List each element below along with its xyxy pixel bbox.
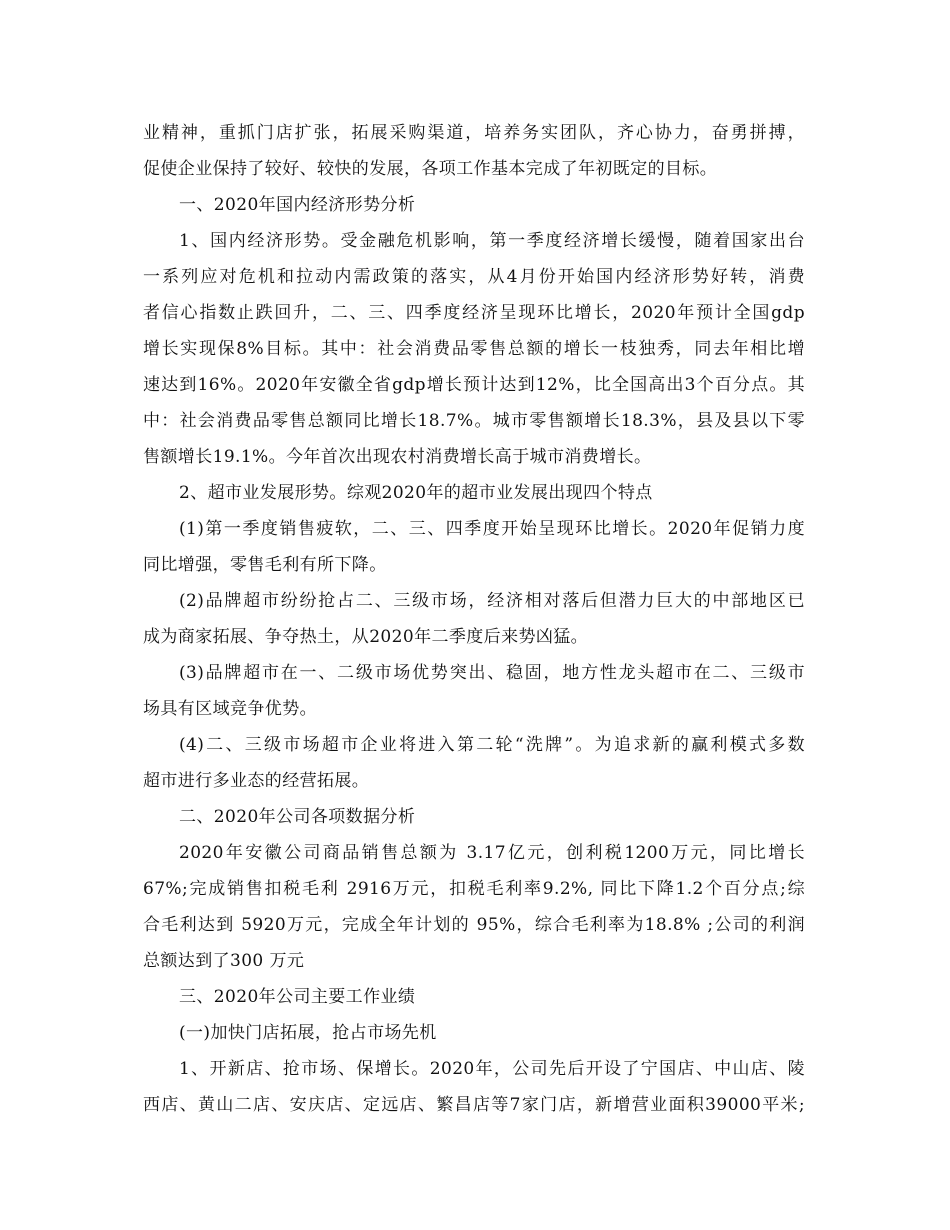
paragraph-line: 1、国内经济形势。受金融危机影响，第一季度经济增长缓慢，随着国家出台	[179, 231, 805, 251]
list-item-line: (4)二、三级市场超市企业将进入第二轮“洗牌”。为追求新的赢利模式多数	[179, 735, 805, 755]
paragraph-line: 一系列应对危机和拉动内需政策的落实，从4月份开始国内经济形势好转，消费	[143, 267, 805, 287]
paragraph-line: 增长实现保8%目标。其中：社会消费品零售总额的增长一枝独秀，同去年相比增	[143, 339, 805, 359]
document-page	[143, 115, 805, 1123]
paragraph-line: 2020年安徽公司商品销售总额为 3.17亿元，创利税1200万元，同比增长	[179, 843, 805, 863]
list-item-line: 同比增强，零售毛利有所下降。	[143, 555, 387, 575]
paragraph-line: 者信心指数止跌回升，二、三、四季度经济呈现环比增长，2020年预计全国gdp	[143, 303, 805, 323]
paragraph-line: 西店、黄山二店、安庆店、定远店、繁昌店等7家门店，新增营业面积39000平米;	[143, 1095, 805, 1115]
paragraph-line: 1、开新店、抢市场、保增长。2020年，公司先后开设了宁国店、中山店、陵	[179, 1059, 805, 1079]
paragraph-line: 速达到16%。2020年安徽全省gdp增长预计达到12%，比全国高出3个百分点。其	[143, 375, 805, 395]
paragraph-line: 合毛利达到 5920万元，完成全年计划的 95%，综合毛利率为18.8% ;公司的利润	[143, 915, 805, 935]
list-item-line: (1)第一季度销售疲软，二、三、四季度开始呈现环比增长。2020年促销力度	[179, 519, 805, 539]
paragraph-line: 促使企业保持了较好、较快的发展，各项工作基本完成了年初既定的目标。	[143, 159, 718, 179]
paragraph-line: 业精神，重抓门店扩张，拓展采购渠道，培养务实团队，齐心协力，奋勇拼搏，	[143, 123, 805, 143]
section-heading: 二、2020年公司各项数据分析	[179, 807, 416, 827]
section-heading: 一、2020年国内经济形势分析	[179, 195, 416, 215]
subsection-heading: (一)加快门店拓展，抢占市场先机	[179, 1023, 437, 1043]
paragraph-line: 2、超市业发展形势。综观2020年的超市业发展出现四个特点	[179, 483, 653, 503]
list-item-line: 场具有区域竞争优势。	[143, 699, 317, 719]
list-item-line: 超市进行多业态的经营拓展。	[143, 771, 370, 791]
paragraph-line: 67%;完成销售扣税毛利 2916万元，扣税毛利率9.2%, 同比下降1.2个百分点;综	[143, 879, 805, 899]
list-item-line: (2)品牌超市纷纷抢占二、三级市场，经济相对落后但潜力巨大的中部地区已	[179, 591, 805, 611]
list-item-line: (3)品牌超市在一、二级市场优势突出、稳固，地方性龙头超市在二、三级市	[179, 663, 805, 683]
paragraph-line: 总额达到了300 万元	[143, 951, 305, 971]
paragraph-line: 中：社会消费品零售总额同比增长18.7%。城市零售额增长18.3%，县及县以下零	[143, 411, 805, 431]
list-item-line: 成为商家拓展、争夺热土，从2020年二季度后来势凶猛。	[143, 627, 589, 647]
section-heading: 三、2020年公司主要工作业绩	[179, 987, 416, 1007]
paragraph-line: 售额增长19.1%。今年首次出现农村消费增长高于城市消费增长。	[143, 447, 652, 467]
